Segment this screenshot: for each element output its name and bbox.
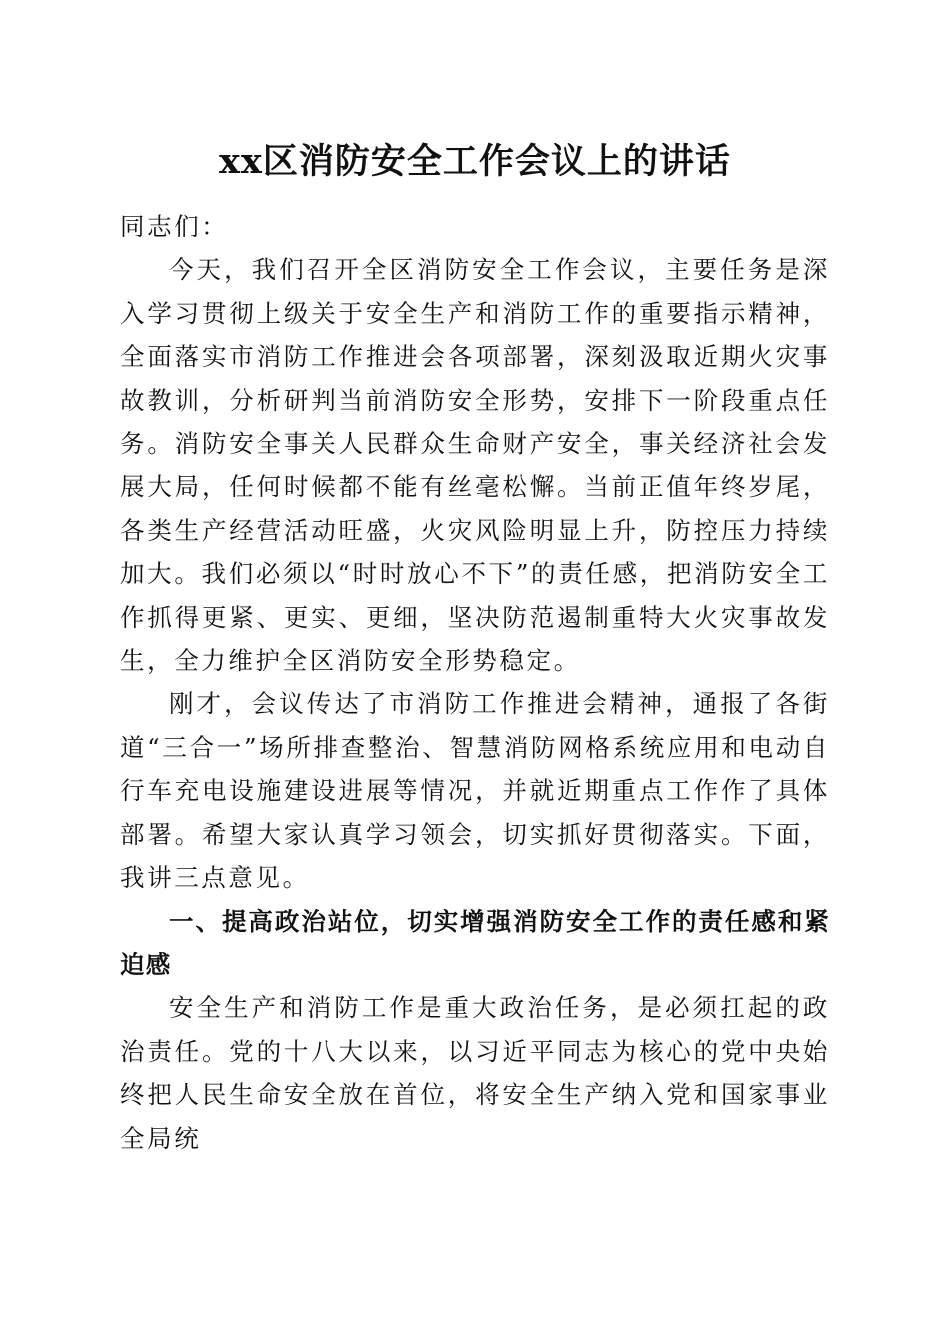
paragraph-meeting-summary: 刚才，会议传达了市消防工作推进会精神，通报了各街道“三合一”场所排查整治、智慧消防网格系统应用和电动自行车充电设施建设进展等情况，并就近期重点工作作了具体部署。希望大家认真学习领会，切实抓好贯彻落实。下面，我讲三点意见。 [120,689,830,893]
paragraph-section-1: 安全生产和消防工作是重大政治任务，是必须扛起的政治责任。党的十八大以来，以习近平同志为核心的党中央始终把人民生命安全放在首位，将安全生产纳入党和国家事业全局统 [120,993,830,1153]
section-heading-1: 一、提高政治站位，切实增强消防安全工作的责任感和紧迫感 [120,906,830,979]
document-body [120,205,830,1160]
document-title: xx区消防安全工作会议上的讲话 [219,141,731,182]
paragraph-opening: 今天，我们召开全区消防安全工作会议，主要任务是深入学习贯彻上级关于安全生产和消防工作的重要指示精神，全面落实市消防工作推进会各项部署，深刻汲取近期火灾事故教训，分析研判当前消防安全形势，安排下一阶段重点任务。消防安全事关人民群众生命财产安全，事关经济社会发展大局，任何时候都不能有丝毫松懈。当前正值年终岁尾，各类生产经营活动旺盛，火灾风险明显上升，防控压力持续加大。我们必须以“时时放心不下”的责任感，把消防安全工作抓得更紧、更实、更细，坚决防范遏制重特大火灾事故发生，全力维护全区消防安全形势稳定。 [120,255,830,676]
salutation: 同志们： [120,212,229,241]
